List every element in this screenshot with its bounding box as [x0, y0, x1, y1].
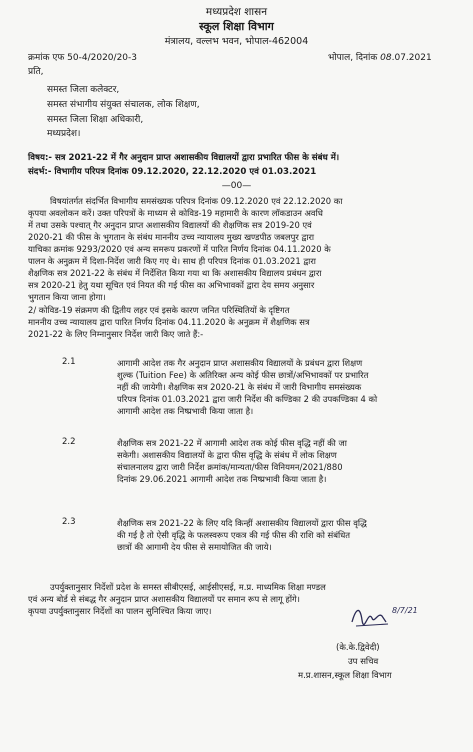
item-line: सकेगी। अशासकीय विद्यालयों के द्वारा फीस वृद्धि के संबंध में लोक शिक्षण: [117, 450, 337, 461]
prati-label: प्रति,: [28, 67, 44, 77]
item-number: 2.2: [62, 437, 76, 447]
item-number: 2.1: [62, 357, 76, 367]
item-line: संचालनालय द्वारा जारी निर्देश क्रमांक/मान्यता/फीस विनियमन/2021/880: [117, 462, 343, 473]
para1-line: 2020-21 की फीस के भुगतान के संबंध माननीय उच्च न्यायालय मुख्य खण्डपीठ जबलपुर द्वारा: [28, 232, 315, 243]
govt-name: मध्यप्रदेश शासन: [205, 6, 268, 18]
item-number: 2.3: [62, 517, 76, 527]
item-line: आगामी आदेश तक गैर अनुदान प्राप्त अशासकीय विद्यालयों के प्रबंधन द्वारा शिक्षण: [117, 358, 363, 368]
para1-line: विषयांतर्गत संदर्भित विभागीय समसंख्यक परिपत्र दिनांक 09.12.2020 एवं 22.12.2020 का: [50, 196, 343, 206]
item-line: शुल्क (Tuition Fee) के अतिरिक्त अन्य कोई फीस छात्रों/अभिभावकों पर प्रभारित: [117, 370, 369, 381]
para1-line: याचिका क्रमांक 9293/2020 एवं अन्य समरूप प्रकरणों में पारित निर्णय दिनांक 04.11.2020 के: [28, 244, 331, 255]
para2-line: 2021-22 के लिए निम्नानुसार निर्देश जारी किए जाते हैं:-: [28, 329, 204, 340]
signatory-name: (के.के.द्विवेदी): [336, 643, 380, 653]
para1-line: कृपया अवलोकन करें। उक्त परिपत्रों के माध्यम से कोविड-19 महामारी के कारण लॉकडाउन अवधि: [28, 208, 323, 219]
place-date-label: भोपाल, दिनांक: [328, 53, 378, 63]
order-number: क्रमांक एफ 50-4/2020/20-3: [28, 53, 137, 63]
office-address: मंत्रालय, वल्लभ भवन, भोपाल-462004: [164, 36, 309, 47]
closing-line: उपर्युक्तानुसार निर्देशों प्रदेश के समस्त सीबीएसई, आईसीएसई, म.प्र. माध्यमिक शिक्षा मण्डल: [50, 582, 326, 592]
addressee-2: समस्त संभागीय संयुक्त संचालक, लोक शिक्षण,: [47, 100, 200, 110]
item-2-3-text: [117, 517, 452, 553]
item-line: परिपत्र दिनांक 01.03.2021 द्वारा जारी निर्देश की कण्डिका 2 की उपकण्डिका 4 को: [117, 394, 378, 405]
signature-date: 8/7/21: [392, 606, 418, 615]
date-rest: .07.2021: [391, 53, 432, 63]
item-line: दिनांक 29.06.2021 आगामी आदेश तक निष्प्रभावी किया जाता है।: [117, 474, 327, 485]
department-name: स्कूल शिक्षा विभाग: [199, 20, 274, 33]
addressee-4: मध्यप्रदेश।: [47, 129, 81, 139]
item-line: छात्रों की आगामी देय फीस से समायोजित की जाये।: [117, 542, 272, 553]
item-line: की गई है तो ऐसी वृद्धि के फलस्वरूप एकत्र की गई फीस की राशि को संबंधित: [117, 530, 351, 541]
handwritten-date: 08: [380, 53, 392, 63]
para1-line: शैक्षणिक सत्र 2021-22 के संबंध में निर्देशित किया गया था कि अशासकीय विद्यालय प्रबंधन द्वारा: [28, 268, 322, 279]
closing-line: कृपया उपर्युक्तानुसार निर्देशों का पालन सुनिश्चित किया जाए।: [28, 606, 212, 617]
separator: —00—: [221, 181, 252, 191]
para1-line: पालन के अनुक्रम में दिशा-निर्देश जारी किए गए थे। साथ ही परिपत्र दिनांक 01.03.2021 द्वारा: [28, 256, 316, 267]
para2-line: 2/ कोविड-19 संक्रमण की द्वितीय लहर एवं इसके कारण जनित परिस्थितियों के दृष्टिगत: [28, 305, 290, 315]
reference-line: संदर्भ:- विभागीय परिपत्र दिनांक 09.12.2020, 22.12.2020 एवं 01.03.2021: [28, 167, 317, 177]
subject-line: विषय:- सत्र 2021-22 में गैर अनुदान प्राप्त अशासकीय विद्यालयों द्वारा प्रभारित फीस के संबंध में।: [28, 153, 340, 163]
para2-line: माननीय उच्च न्यायालय द्वारा पारित निर्णय दिनांक 04.11.2020 के अनुक्रम में शैक्षणिक सत्र: [28, 317, 310, 328]
item-line: नहीं की जायेगी। शैक्षणिक सत्र 2020-21 के संबंध में जारी विभागीय समसंख्यक: [117, 382, 362, 393]
item-line: शैक्षणिक सत्र 2021-22 में आगामी आदेश तक कोई फीस वृद्धि नहीं की जा: [117, 438, 347, 448]
place-date: [328, 52, 432, 64]
para1-line: में तथा उसके पश्चात् गैर अनुदान प्राप्त अशासकीय विद्यालयों की शैक्षणिक सत्र 2019-20 एवं: [28, 220, 312, 231]
paragraph-2: [28, 304, 448, 340]
item-line: आगामी आदेश तक निष्प्रभावी किया जाता है।: [117, 406, 254, 417]
closing-line: एवं अन्य बोर्ड से संबद्ध गैर अनुदान प्राप्त अशासकीय विद्यालयों पर समान रूप से लागू होंगे।: [28, 594, 300, 605]
signatory-department: म.प्र.शासन,स्कूल शिक्षा विभाग: [298, 671, 392, 681]
item-2-1-text: [117, 357, 452, 417]
addressee-1: समस्त जिला कलेक्टर,: [47, 85, 120, 95]
paragraph-1: [28, 195, 448, 303]
signatory-designation: उप सचिव: [348, 657, 379, 667]
para1-line: सत्र 2020-21 हेतु यथा सूचित एवं नियत की गई फीस का अभिभावकों द्वारा देय समय अनुसार: [28, 280, 315, 291]
item-2-2-text: [117, 437, 452, 485]
item-line: शैक्षणिक सत्र 2021-22 के लिए यदि किन्हीं अशासकीय विद्यालयों द्वारा फीस वृद्धि: [117, 518, 367, 528]
para1-line: भुगतान किया जाना होगा।: [28, 292, 106, 303]
addressee-3: समस्त जिला शिक्षा अधिकारी,: [47, 115, 144, 125]
